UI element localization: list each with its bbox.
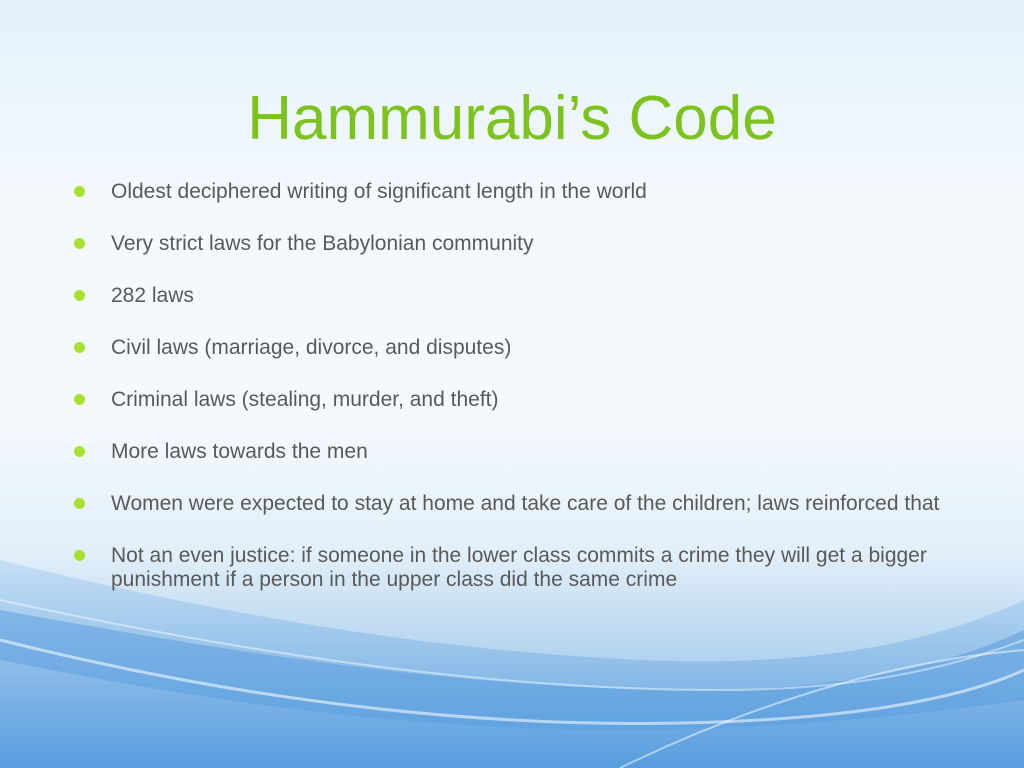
list-item [72,388,952,412]
bullet-dot-icon [74,342,85,353]
bullet-dot-icon [74,238,85,249]
bullet-text: More laws towards the men [111,440,368,463]
slide-title: Hammurabi’s Code [247,84,777,153]
bullet-list [72,180,952,620]
bullet-dot-icon [74,550,85,561]
list-item [72,492,952,516]
list-item [72,544,952,592]
bullet-dot-icon [74,446,85,457]
list-item [72,180,952,204]
bullet-dot-icon [74,186,85,197]
bullet-text: Very strict laws for the Babylonian community [111,232,534,255]
bullet-text: Criminal laws (stealing, murder, and theft) [111,388,499,411]
bullet-text: Oldest deciphered writing of significant length in the world [111,180,647,203]
bullet-text: Civil laws (marriage, divorce, and disputes) [111,336,512,359]
bullet-text: Women were expected to stay at home and take care of the children; laws reinforced that [111,492,940,515]
bullet-text: 282 laws [111,284,194,307]
list-item [72,232,952,256]
bullet-dot-icon [74,394,85,405]
list-item [72,336,952,360]
bullet-dot-icon [74,498,85,509]
bullet-dot-icon [74,290,85,301]
list-item [72,284,952,308]
list-item [72,440,952,464]
bullet-text: Not an even justice: if someone in the lower class commits a crime they will get a bigger punishment if a person in the upper class did the same crime [111,544,927,591]
